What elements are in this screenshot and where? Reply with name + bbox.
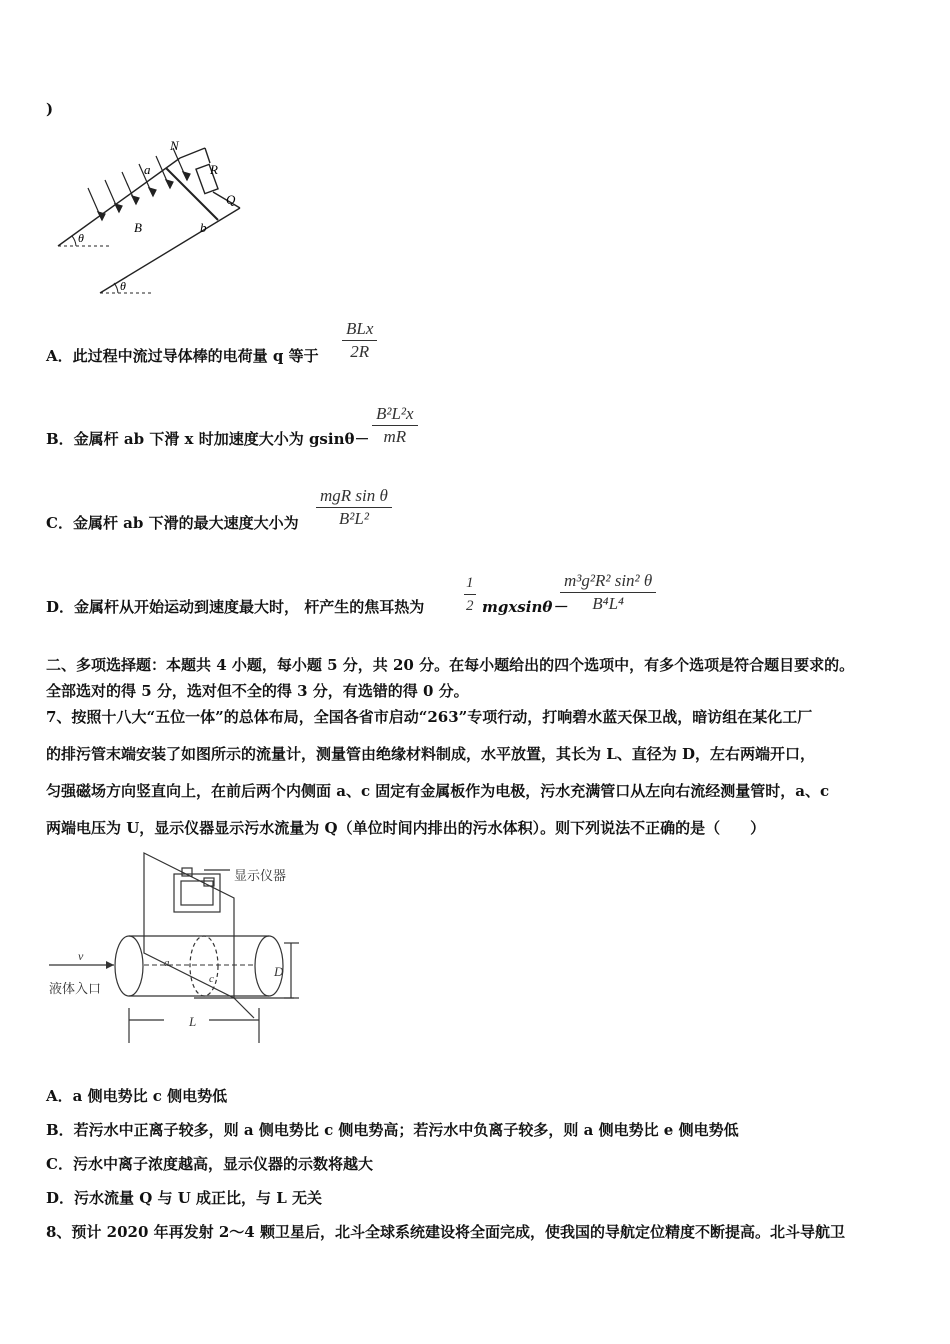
- option-a-text: A．此过程中流过导体棒的电荷量 q 等于: [46, 347, 319, 365]
- option-b-fraction: $\frac{\text{B²L²x}}{mR}$: [372, 403, 418, 448]
- top-paren: ): [46, 100, 54, 118]
- q7-line-1: 7、按照十八大“五位一体”的总体布局，全国各省市启动“263”专项行动，打响碧水蓝天保卫战，暗访组在某化工厂: [46, 708, 813, 726]
- label-d: D: [274, 964, 284, 979]
- option-d-half: $\frac{1}{2}$: [464, 572, 476, 617]
- q7-option-c: C．污水中离子浓度越高，显示仪器的示数将越大: [46, 1155, 373, 1173]
- label-v: v: [78, 949, 84, 963]
- section-2-line-1: 二、多项选择题：本题共 4 小题，每小题 5 分，共 20 分。在每小题给出的四个选项中，有多个选项是符合题目要求的。: [46, 656, 855, 674]
- q7-line-3: 匀强磁场方向竖直向上，在前后两个内侧面 a、c 固定有金属板作为电极，污水充满管口从左向右流经测量管时，a、c: [46, 782, 830, 800]
- label-q: Q: [226, 192, 236, 207]
- q7-option-b: B．若污水中正离子较多，则 a 侧电势比 c 侧电势高；若污水中负离子较多，则 a 侧电势比 e 侧电势低: [46, 1121, 739, 1139]
- option-c-text: C．金属杆 ab 下滑的最大速度大小为: [46, 514, 299, 532]
- q7-option-a: A．a 侧电势比 c 侧电势低: [46, 1087, 228, 1105]
- label-r: R: [210, 162, 218, 177]
- option-d-fraction: $\frac{\text{m³g²R² sin² θ}}{\text{B⁴L⁴}}$: [560, 570, 656, 615]
- label-theta-1: θ: [78, 231, 84, 245]
- flowmeter-figure: [44, 848, 304, 1053]
- option-d-mid: mgxsinθ－: [482, 598, 568, 616]
- label-inlet: 液体入口: [49, 981, 102, 996]
- section-2-line-2: 全部选对的得 5 分，选对但不全的得 3 分，有选错的得 0 分。: [46, 682, 469, 700]
- label-l: L: [189, 1014, 197, 1029]
- label-display: 显示仪器: [234, 868, 287, 883]
- label-c-electrode: c: [209, 973, 214, 985]
- label-n: N: [170, 138, 179, 153]
- option-d-text: D．金属杆从开始运动到速度最大时， 杆产生的焦耳热为: [46, 598, 425, 616]
- label-b-field: B: [134, 220, 142, 235]
- option-c-fraction: mgR sin θ B²L²: [316, 485, 392, 530]
- incline-rail-figure: [40, 128, 270, 303]
- q7-option-d: D．污水流量 Q 与 U 成正比，与 L 无关: [46, 1189, 323, 1207]
- label-a: a: [144, 162, 151, 177]
- option-b-text: B．金属杆 ab 下滑 x 时加速度大小为 gsinθ－: [46, 430, 370, 448]
- q8-line-1: 8、预计 2020 年再发射 2～4 颗卫星后，北斗全球系统建设将全面完成，使我国的导航定位精度不断提高。北斗导航卫: [46, 1223, 845, 1241]
- label-a-electrode: a: [164, 957, 170, 969]
- label-theta-2: θ: [120, 279, 126, 293]
- q7-line-4: 两端电压为 U，显示仪器显示污水流量为 Q（单位时间内排出的污水体积）。则下列说法不正确的是（ ）: [46, 819, 766, 837]
- q7-line-2: 的排污管末端安装了如图所示的流量计，测量管由绝缘材料制成，水平放置，其长为 L、直径为 D，左右两端开口，: [46, 745, 816, 763]
- option-a-fraction: BLx 2R: [342, 318, 377, 363]
- label-b: b: [200, 220, 207, 235]
